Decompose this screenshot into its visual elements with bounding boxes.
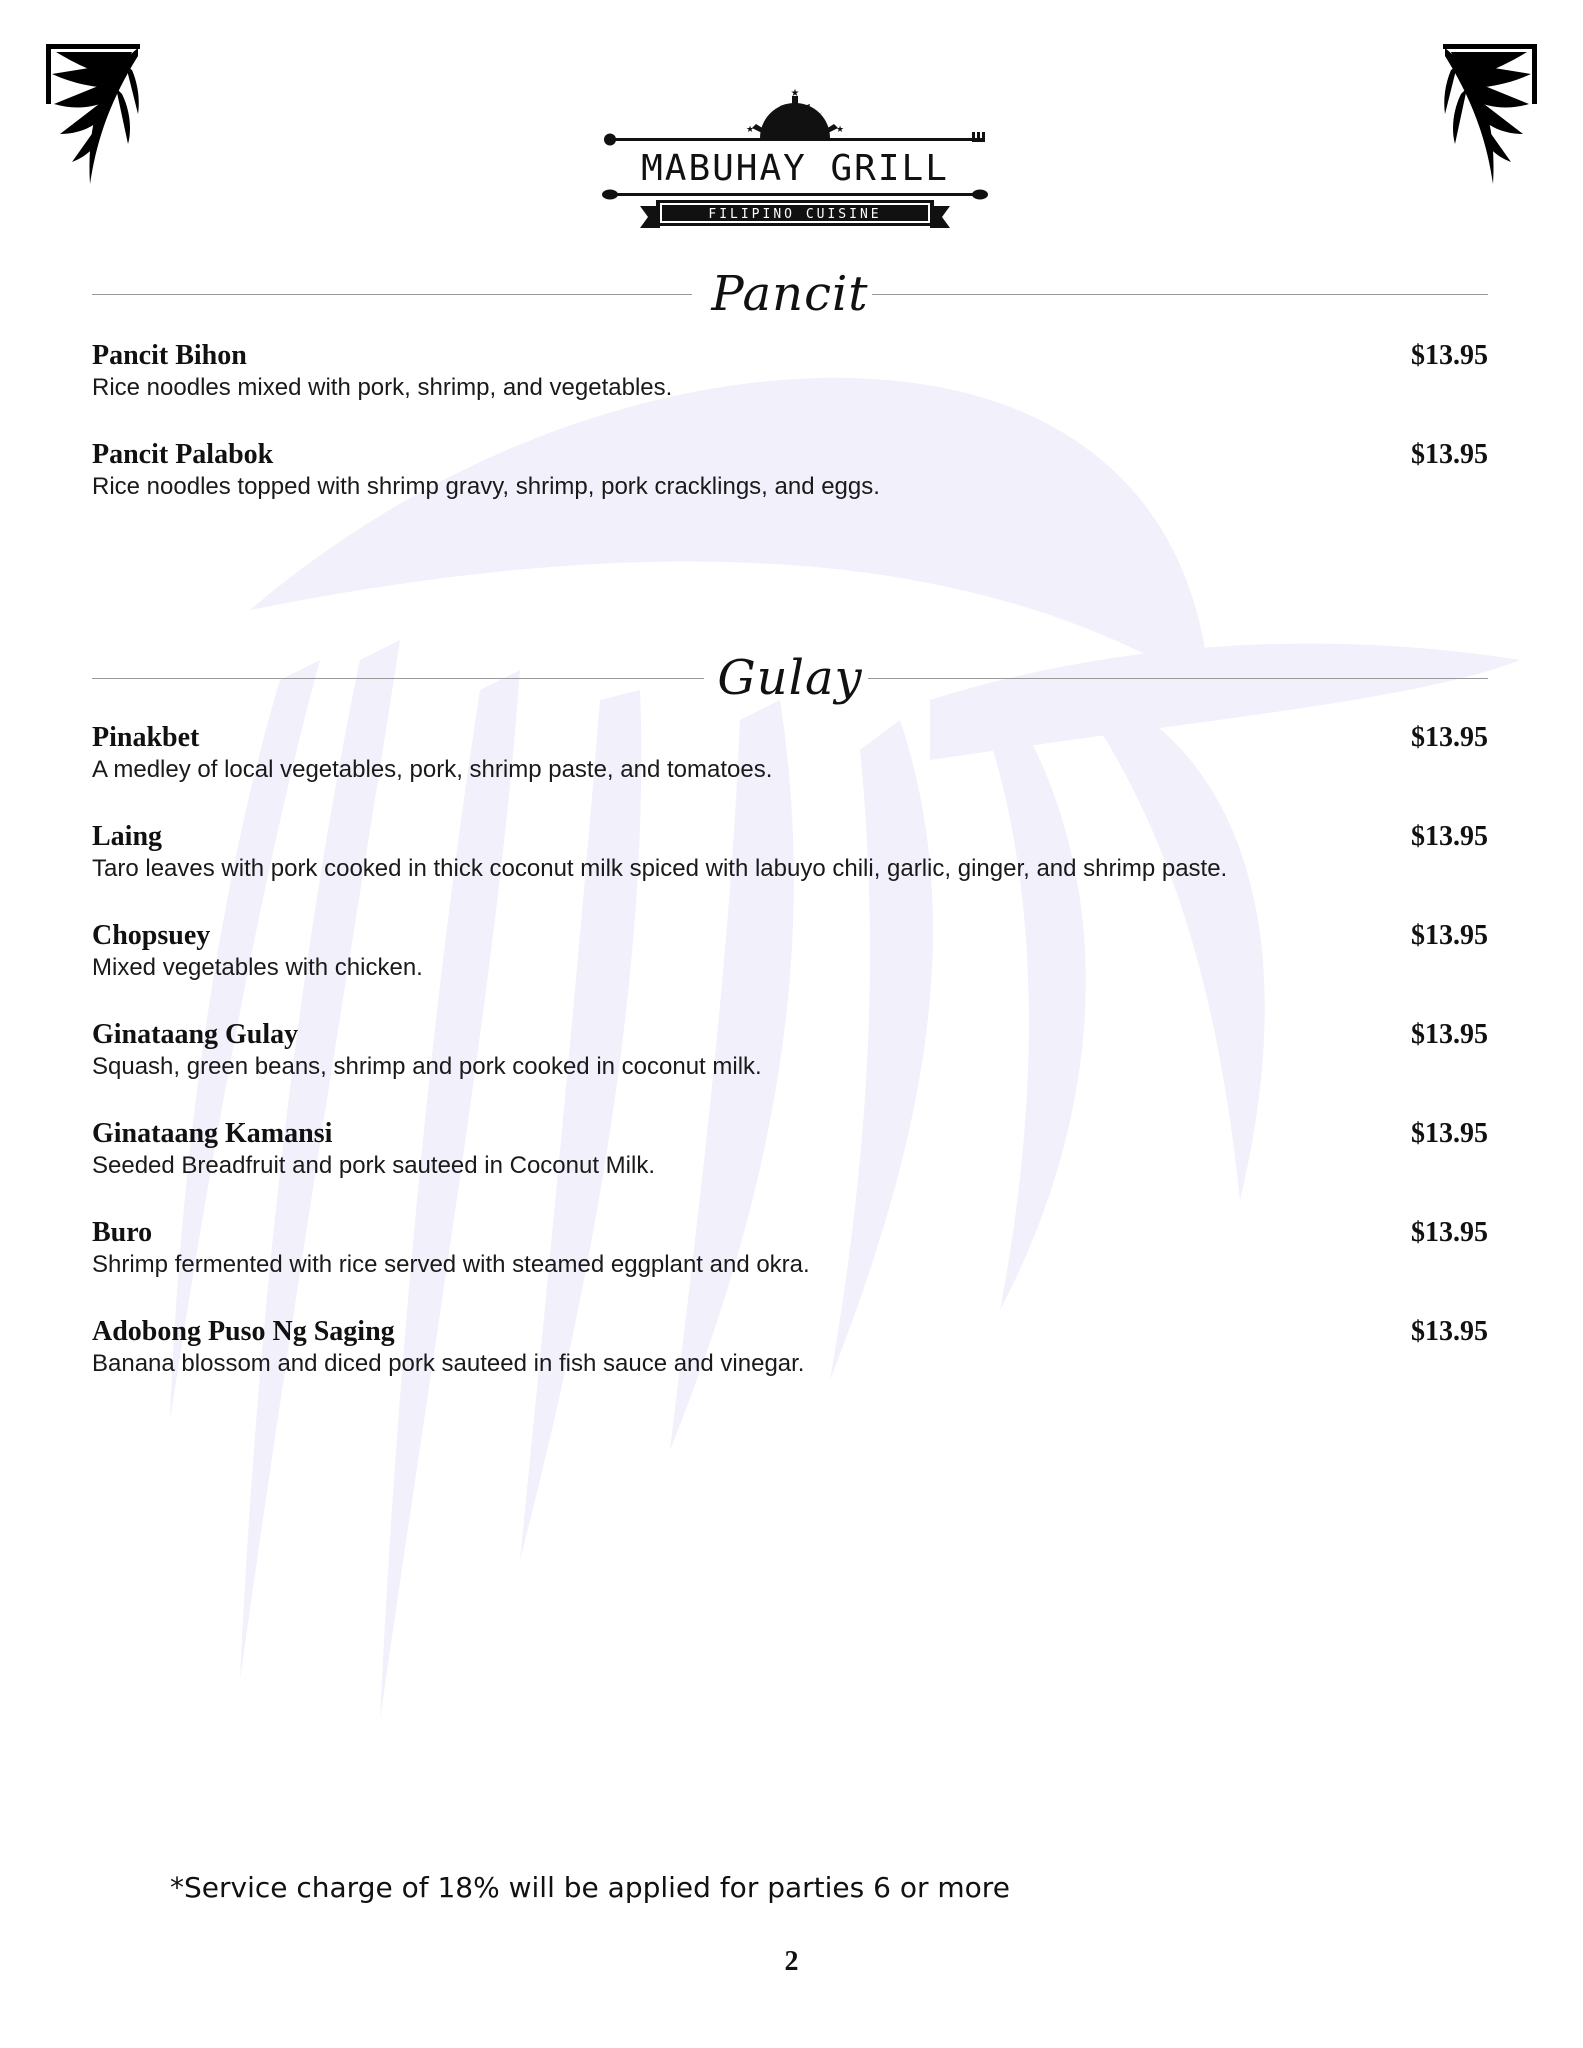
section-title: Pancit	[711, 266, 869, 322]
item-price: $13.95	[1411, 920, 1488, 951]
item-price: $13.95	[1411, 340, 1488, 371]
page-number: 2	[784, 1946, 799, 1977]
item-name: Adobong Puso Ng Saging	[92, 1316, 395, 1347]
svg-text:★: ★	[835, 125, 845, 135]
item-description: Mixed vegetables with chicken.	[92, 954, 423, 981]
palm-corner-left-icon	[46, 44, 140, 186]
menu-item	[92, 722, 1488, 792]
svg-text:★: ★	[745, 125, 755, 135]
menu-item	[92, 1019, 1488, 1089]
section-header-gulay	[92, 648, 1488, 708]
item-description: Rice noodles topped with shrimp gravy, shrimp, pork cracklings, and eggs.	[92, 473, 880, 500]
menu-item	[92, 1217, 1488, 1287]
item-name: Pancit Bihon	[92, 340, 247, 371]
item-description: Rice noodles mixed with pork, shrimp, and vegetables.	[92, 374, 673, 401]
item-name: Ginataang Gulay	[92, 1019, 299, 1050]
menu-item	[92, 1316, 1488, 1386]
service-charge-note: *Service charge of 18% will be applied for parties 6 or more	[170, 1871, 1010, 1904]
menu-item	[92, 439, 1488, 509]
item-price: $13.95	[1411, 722, 1488, 753]
divider-right	[868, 678, 1488, 679]
palm-corner-right-icon	[1443, 44, 1537, 186]
item-name: Pancit Palabok	[92, 439, 274, 470]
item-description: A medley of local vegetables, pork, shrimp paste, and tomatoes.	[92, 756, 773, 783]
item-name: Ginataang Kamansi	[92, 1118, 333, 1149]
divider-right	[872, 294, 1488, 295]
logo-tagline: FILIPINO CUISINE	[708, 207, 882, 222]
menu-item	[92, 821, 1488, 891]
restaurant-logo	[600, 88, 990, 238]
item-name: Pinakbet	[92, 722, 200, 753]
item-description: Squash, green beans, shrimp and pork cooked in coconut milk.	[92, 1053, 762, 1080]
menu-item	[92, 1118, 1488, 1188]
item-description: Seeded Breadfruit and pork sauteed in Coconut Milk.	[92, 1152, 656, 1179]
item-price: $13.95	[1411, 1316, 1488, 1347]
item-name: Chopsuey	[92, 920, 211, 951]
item-price: $13.95	[1411, 821, 1488, 852]
svg-text:★: ★	[790, 88, 800, 99]
item-description: Shrimp fermented with rice served with steamed eggplant and okra.	[92, 1251, 810, 1278]
item-price: $13.95	[1411, 1217, 1488, 1248]
item-name: Laing	[92, 821, 163, 852]
section-title: Gulay	[717, 650, 863, 706]
item-price: $13.95	[1411, 1019, 1488, 1050]
item-price: $13.95	[1411, 1118, 1488, 1149]
menu-item	[92, 340, 1488, 410]
item-description: Taro leaves with pork cooked in thick coconut milk spiced with labuyo chili, garlic, ginger, and shrimp paste.	[92, 855, 1228, 882]
section-header-pancit	[92, 264, 1488, 324]
item-name: Buro	[92, 1217, 153, 1248]
item-price: $13.95	[1411, 439, 1488, 470]
item-description: Banana blossom and diced pork sauteed in fish sauce and vinegar.	[92, 1350, 805, 1377]
logo-name: MABUHAY GRILL	[641, 148, 949, 189]
menu-item	[92, 920, 1488, 990]
